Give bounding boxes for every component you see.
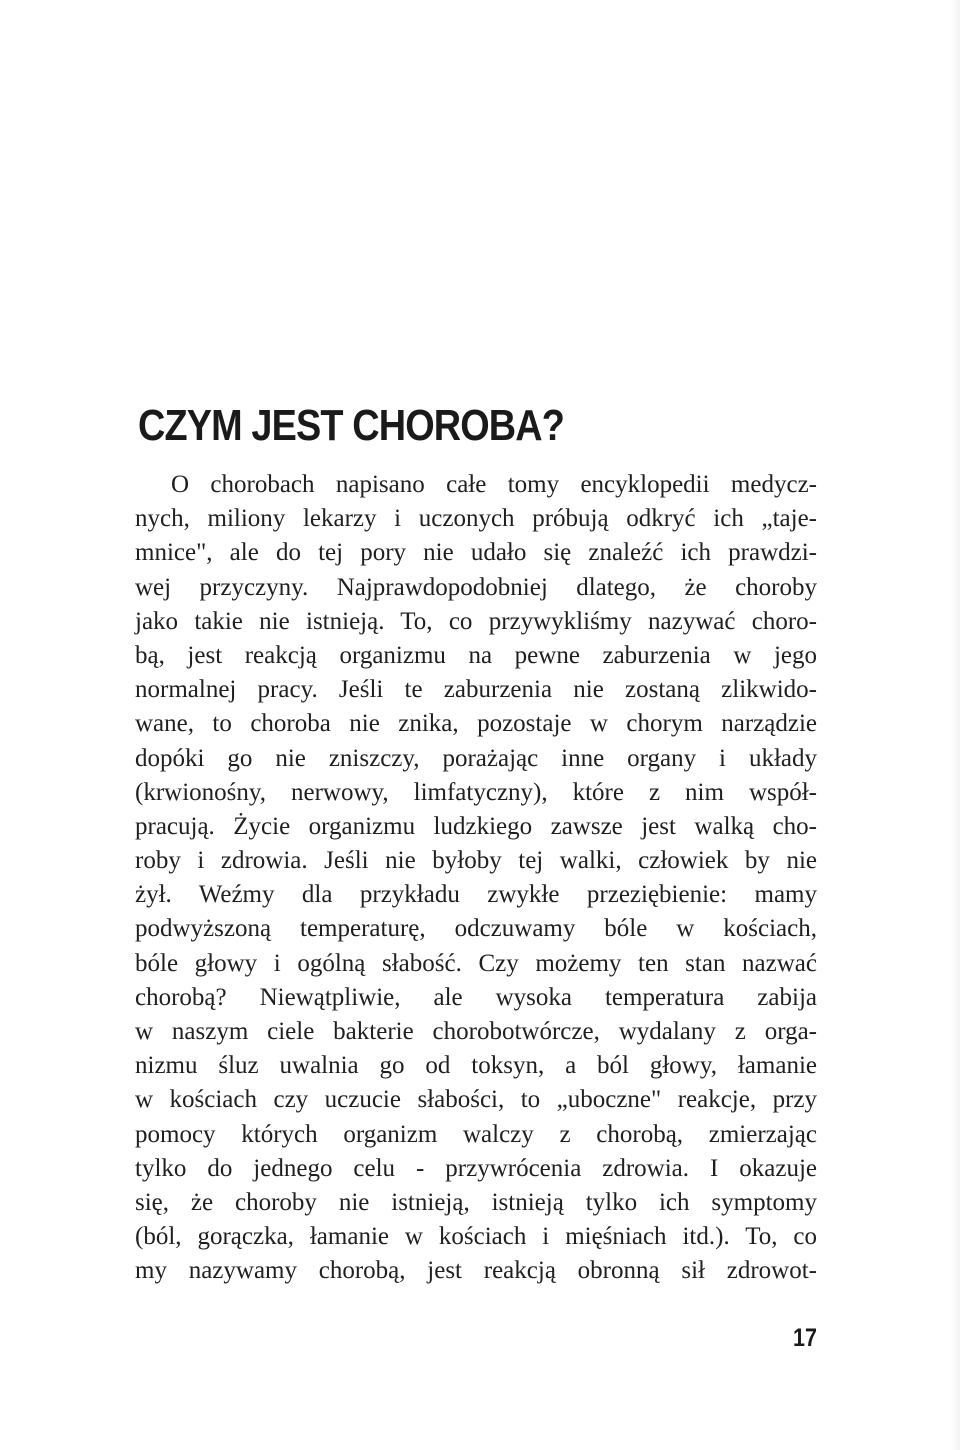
- text-line: w kościach czy uczucie słabości, to „uboczne" reakcje, przy: [135, 1086, 817, 1114]
- text-line: żył. Weźmy dla przykładu zwykłe przeziębienie: mamy: [135, 881, 817, 909]
- page-number: 17: [793, 1324, 817, 1352]
- body-paragraph: [135, 468, 817, 1289]
- text-line: w naszym ciele bakterie chorobotwórcze, wydalany z orga-: [135, 1018, 817, 1045]
- text-line: chorobą? Niewątpliwie, ale wysoka temperatura zabija: [135, 983, 817, 1011]
- chapter-title: CZYM JEST CHOROBA?: [138, 401, 565, 450]
- text-line: bóle głowy i ogólną słabość. Czy możemy ten stan nazwać: [135, 949, 817, 977]
- text-line: O chorobach napisano całe tomy encyklopedii medycz-: [171, 471, 817, 498]
- page-edge-shadow: [950, 0, 960, 1450]
- text-line: nych, miliony lekarzy i uczonych próbują odkryć ich „taje-: [135, 505, 817, 533]
- text-line: wane, to choroba nie znika, pozostaje w chorym narządzie: [135, 710, 817, 738]
- text-line: roby i zdrowia. Jeśli nie byłoby tej walki, człowiek by nie: [135, 847, 817, 875]
- text-line: nizmu śluz uwalnia go od toksyn, a ból głowy, łamanie: [135, 1052, 817, 1080]
- text-line: (ból, gorączka, łamanie w kościach i mięśniach itd.). To, co: [135, 1223, 817, 1251]
- text-line: normalnej pracy. Jeśli te zaburzenia nie zostaną zlikwido-: [135, 676, 817, 704]
- text-line: (krwionośny, nerwowy, limfatyczny), które z nim współ-: [135, 778, 817, 806]
- text-line: pomocy których organizm walczy z chorobą, zmierzając: [135, 1120, 817, 1148]
- text-line: my nazywamy chorobą, jest reakcją obronną sił zdrowot-: [135, 1257, 817, 1285]
- text-line: dopóki go nie zniszczy, porażając inne organy i układy: [135, 744, 817, 772]
- text-line: wej przyczyny. Najprawdopodobniej dlatego, że choroby: [135, 573, 817, 601]
- text-line: tylko do jednego celu - przywrócenia zdrowia. I okazuje: [135, 1154, 817, 1182]
- text-line: bą, jest reakcją organizmu na pewne zaburzenia w jego: [135, 641, 817, 669]
- text-line: pracują. Życie organizmu ludzkiego zawsze jest walką cho-: [135, 812, 817, 840]
- text-line: się, że choroby nie istnieją, istnieją tylko ich symptomy: [135, 1188, 817, 1216]
- text-line: podwyższoną temperaturę, odczuwamy bóle w kościach,: [135, 915, 817, 943]
- text-line: jako takie nie istnieją. To, co przywykliśmy nazywać choro-: [135, 607, 817, 635]
- text-line: mnice", ale do tej pory nie udało się znaleźć ich prawdzi-: [135, 539, 817, 567]
